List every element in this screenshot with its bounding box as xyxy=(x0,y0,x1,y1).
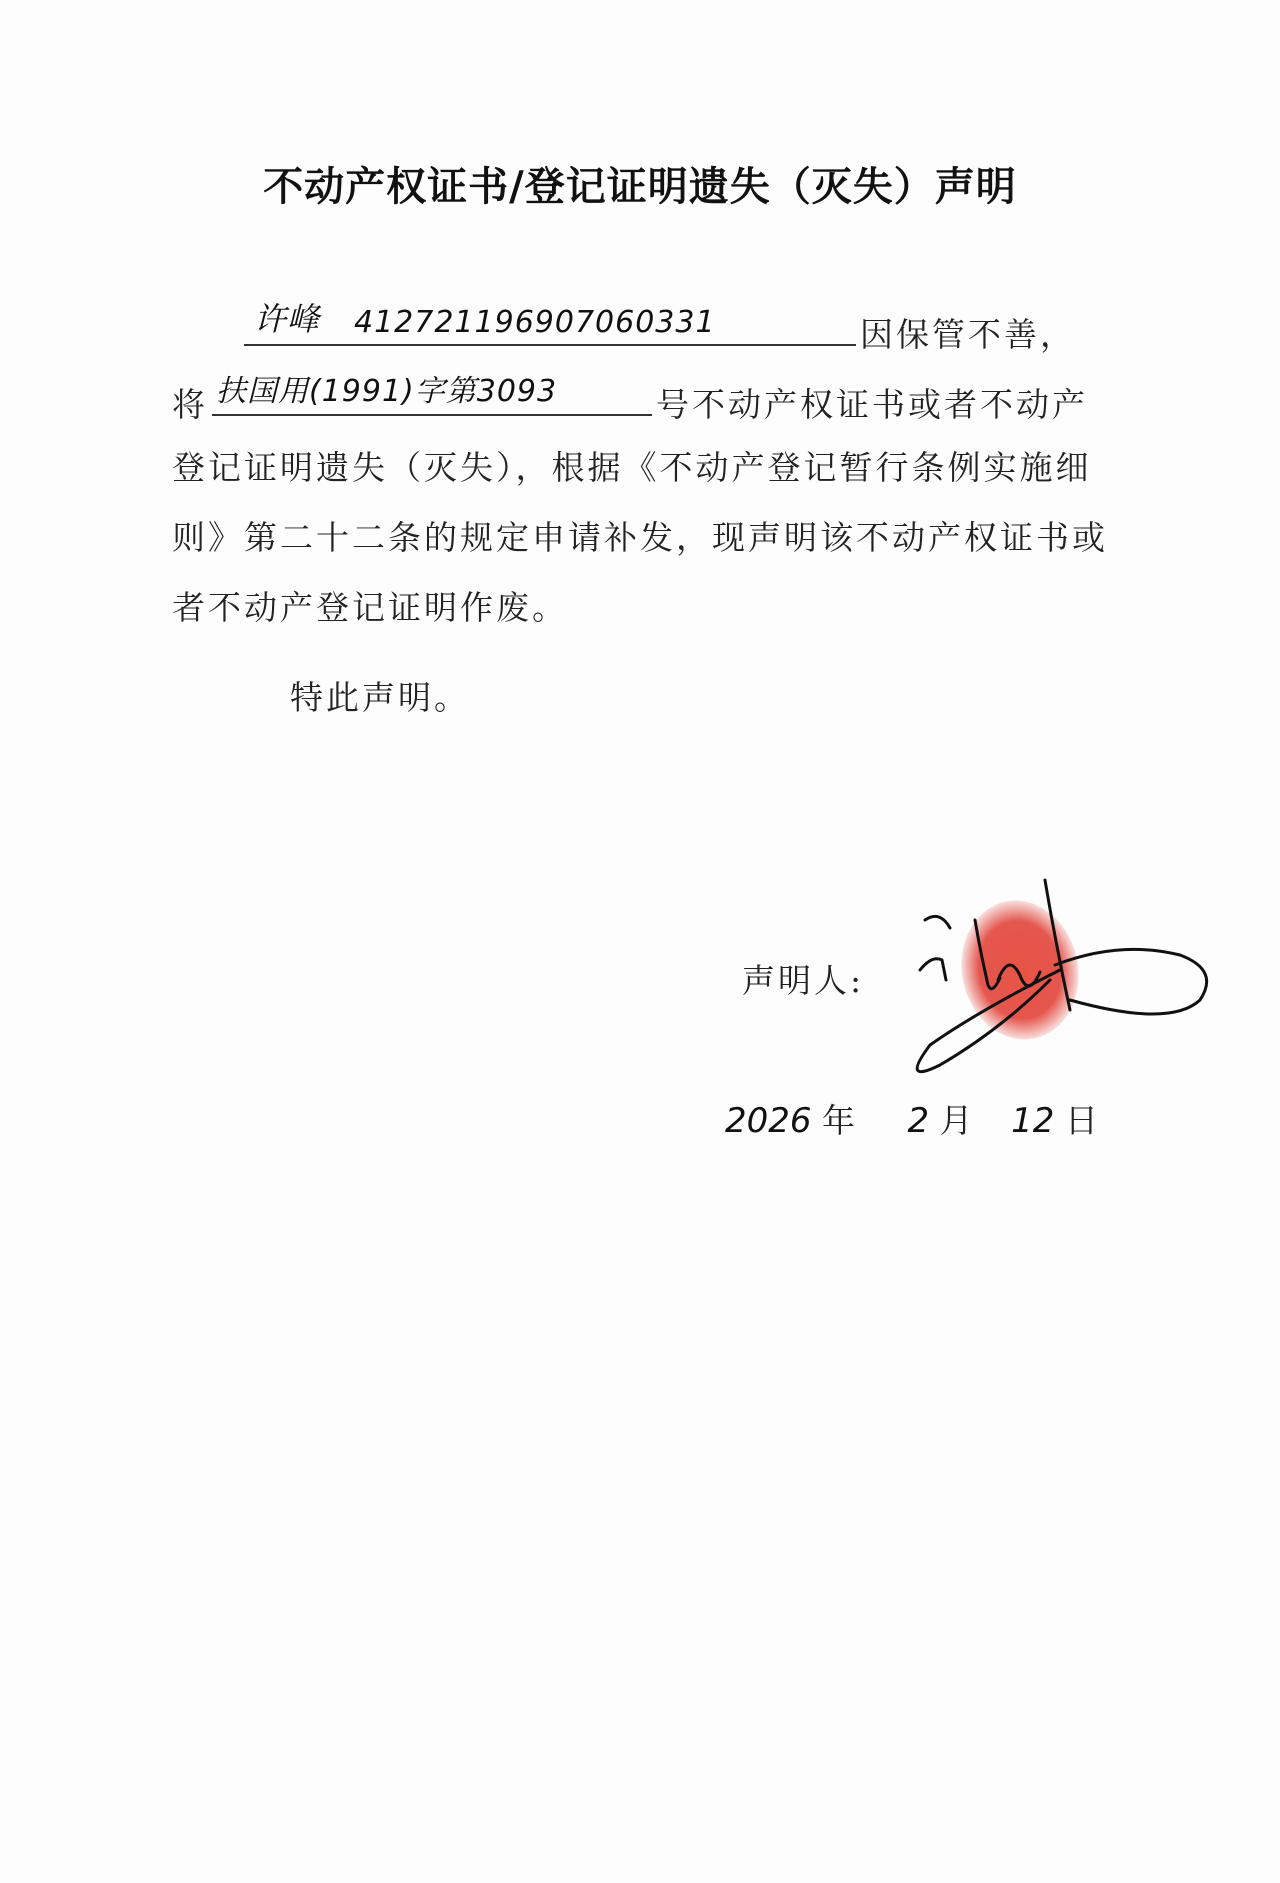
document-title: 不动产权证书/登记证明遗失（灭失）声明 xyxy=(263,163,1017,210)
declarant-name: 许峰 xyxy=(254,300,321,338)
signature-strokes xyxy=(917,880,1207,1072)
date-year-label: 年 xyxy=(822,1101,856,1140)
certificate-number-field xyxy=(212,370,652,416)
body-line-1: 登记证明遗失（灭失），根据《不动产登记暂行条例实施细 xyxy=(172,448,1092,487)
date-year: 2026 xyxy=(725,1101,812,1141)
fingerprint-stamp xyxy=(949,889,1092,1050)
signature-label: 声明人: xyxy=(742,961,865,1000)
date-day-label: 日 xyxy=(1064,1101,1098,1140)
certificate-suffix: 号不动产权证书或者不动产 xyxy=(656,385,1088,424)
certificate-number: 扶国用(1991)字第3093 xyxy=(216,374,558,409)
signing-date xyxy=(725,1095,1098,1142)
date-month: 2 xyxy=(907,1101,930,1141)
signature-drawing xyxy=(880,860,1240,1090)
declarant-field xyxy=(244,300,856,346)
declarant-id-number: 412721196907060331 xyxy=(354,305,716,340)
body-line-2: 则》第二十二条的规定申请补发，现声明该不动产权证书或 xyxy=(172,518,1108,557)
date-day: 12 xyxy=(1011,1101,1055,1141)
certificate-prefix: 将 xyxy=(172,385,208,424)
declarant-suffix: 因保管不善， xyxy=(860,315,1076,354)
certificate-line xyxy=(172,370,1088,426)
closing-statement: 特此声明。 xyxy=(290,678,470,717)
date-month-label: 月 xyxy=(939,1101,973,1140)
signature-block xyxy=(880,860,1240,1090)
declarant-line xyxy=(240,300,1076,356)
body-line-3: 者不动产登记证明作废。 xyxy=(172,588,568,627)
